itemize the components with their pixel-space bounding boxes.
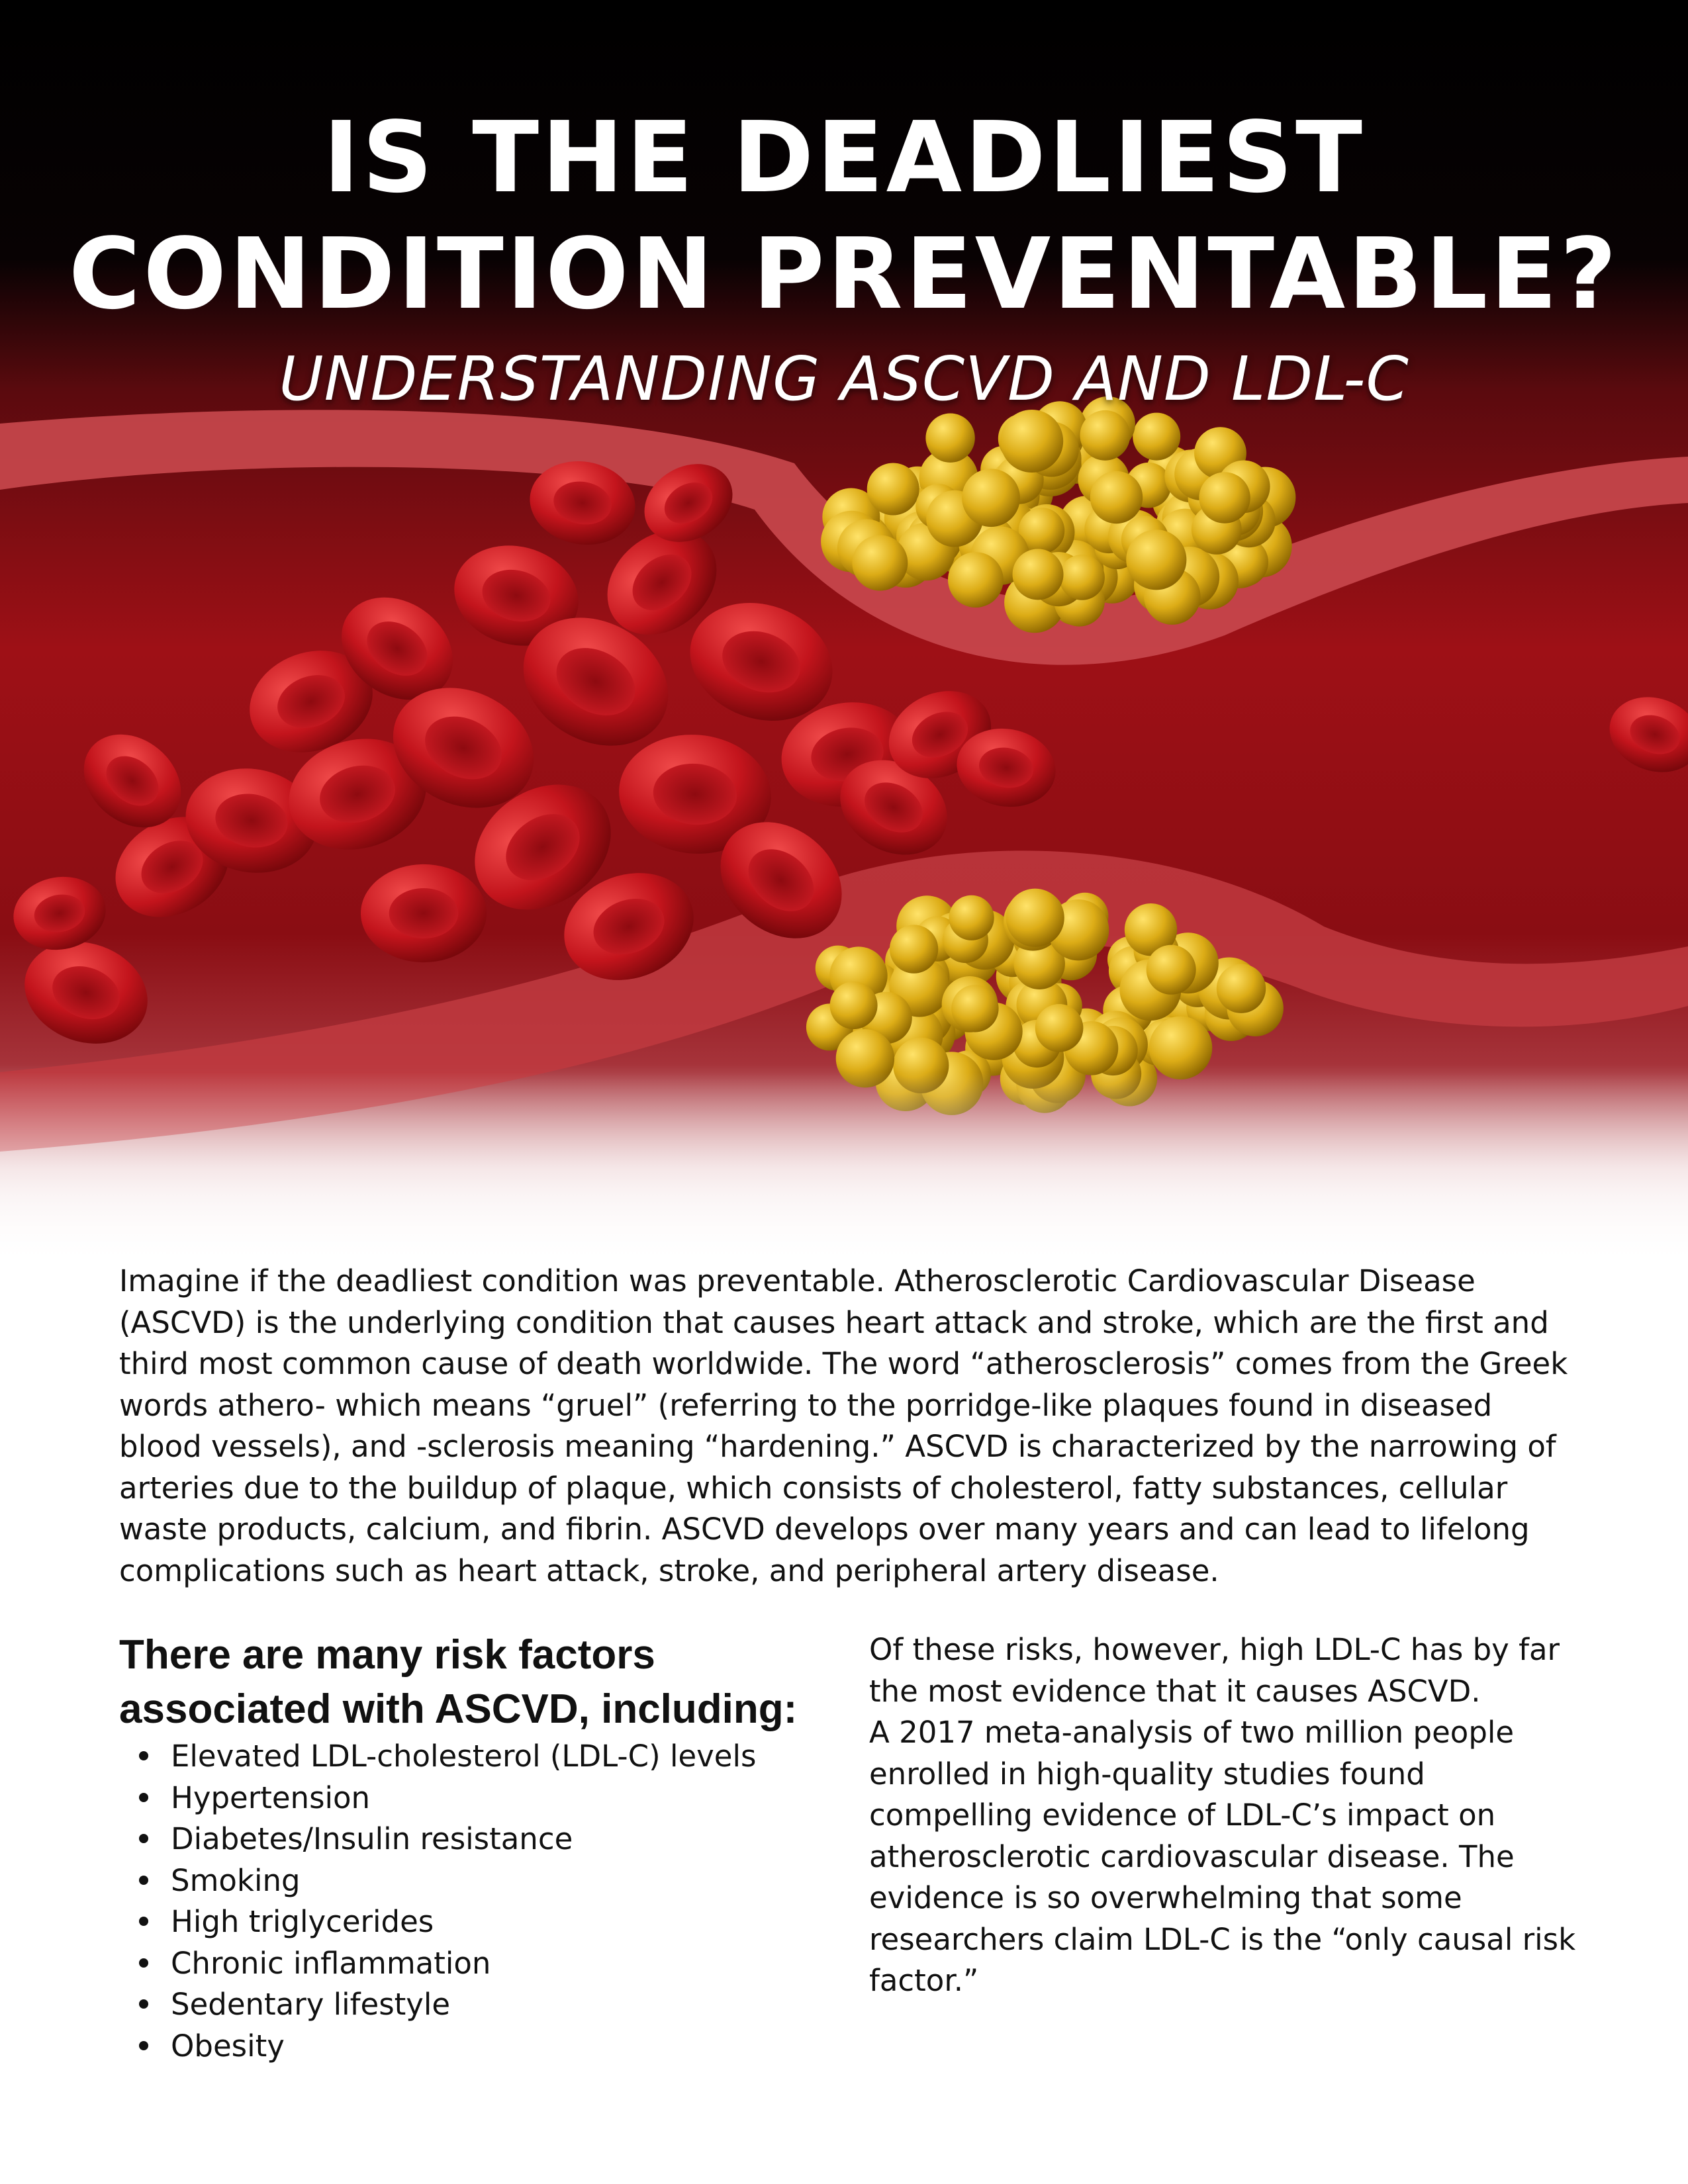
- page-title-line-1: IS THE DEADLIEST: [323, 101, 1365, 214]
- plaque-particle: [1006, 889, 1064, 947]
- risk-factor-label: Diabetes/Insulin resistance: [171, 1821, 573, 1856]
- bullet-icon: [139, 1876, 148, 1885]
- plaque-particle: [890, 925, 938, 973]
- plaque-particle: [1035, 1004, 1084, 1052]
- list-item: [119, 2026, 821, 2068]
- list-item: [119, 1819, 821, 1860]
- evidence-paragraph-1: Of these risks, however, high LDL-C has by far the most evidence that it causes ASCVD.: [869, 1632, 1560, 1709]
- plaque-particle: [1080, 410, 1131, 461]
- list-item: [119, 1984, 821, 2026]
- list-item: [119, 1860, 821, 1902]
- plaque-particle: [1090, 471, 1143, 523]
- plaque-particle: [1013, 549, 1064, 600]
- plaque-particle: [867, 463, 919, 516]
- risk-factors-list: [119, 1736, 821, 2067]
- page-title-line-2: CONDITION PREVENTABLE?: [68, 217, 1620, 331]
- plaque-particle: [1133, 413, 1180, 461]
- plaque-particle: [1199, 472, 1250, 523]
- list-item: [119, 1778, 821, 1819]
- red-blood-cell: [361, 864, 487, 962]
- plaque-particle: [1059, 555, 1105, 600]
- risk-factor-label: Chronic inflammation: [171, 1945, 491, 1981]
- bullet-icon: [139, 1793, 148, 1802]
- risk-factor-label: Obesity: [171, 2028, 285, 2064]
- risk-factor-label: Elevated LDL-cholesterol (LDL-C) levels: [171, 1739, 757, 1774]
- risk-factor-label: Smoking: [171, 1862, 301, 1898]
- bullet-icon: [139, 1751, 148, 1760]
- intro-paragraph: Imagine if the deadliest condition was preventable. Atherosclerotic Cardiovascular Disease (ASCVD) is the underlying condition that causes heart attack and stroke, which are the first and third most common cause of death worldwide. The word “atherosclerosis” comes from the Greek words athero- which means “gruel” (referring to the porridge-like plaques found in diseased blood vessels), and -sclerosis meaning “hardening.” ASCVD is characterized by the narrowing of arteries due to the buildup of plaque, which consists of cholesterol, fatty substances, cellular waste products, calcium, and fibrin. ASCVD develops over many years and can lead to lifelong complications such as heart attack, stroke, and peripheral artery disease.: [119, 1263, 1568, 1588]
- risk-factor-label: Sedentary lifestyle: [171, 1987, 451, 2022]
- bullet-icon: [139, 1999, 148, 2009]
- bullet-icon: [139, 1917, 148, 1926]
- risk-factors-heading: There are many risk factors associated with ASCVD, including:: [119, 1632, 798, 1732]
- plaque-particle: [948, 552, 1004, 608]
- plaque-particle: [1000, 410, 1063, 473]
- list-item: [119, 1901, 821, 1943]
- risk-factor-label: High triglycerides: [171, 1904, 434, 1939]
- list-item: [119, 1736, 821, 1778]
- plaque-particle: [1217, 964, 1266, 1013]
- evidence-paragraph-2: A 2017 meta-analysis of two million people enrolled in high-quality studies found compelling evidence of LDL-C’s impact on atherosclerotic cardiovascular disease. The evidence is so overwhelming that some researchers claim LDL-C is the “only causal risk factor.”: [869, 1715, 1576, 1998]
- bullet-icon: [139, 1958, 148, 1968]
- list-item: [119, 1943, 821, 1985]
- title-block: [0, 99, 1688, 416]
- plaque-particle: [1149, 1017, 1212, 1079]
- plaque-particle: [925, 414, 974, 463]
- plaque-particle: [1147, 945, 1196, 995]
- bullet-icon: [139, 1834, 148, 1843]
- risk-factor-label: Hypertension: [171, 1780, 371, 1815]
- page-subtitle: UNDERSTANDING ASCVD AND LDL-C: [279, 343, 1409, 414]
- plaque-particle: [962, 469, 1020, 527]
- plaque-particle: [951, 985, 998, 1032]
- plaque-particle: [830, 981, 878, 1029]
- bullet-icon: [139, 2041, 148, 2050]
- evidence-text: [869, 1629, 1584, 2002]
- plaque-particle: [852, 535, 908, 591]
- plaque-particle: [949, 895, 994, 940]
- plaque-particle: [1126, 529, 1186, 590]
